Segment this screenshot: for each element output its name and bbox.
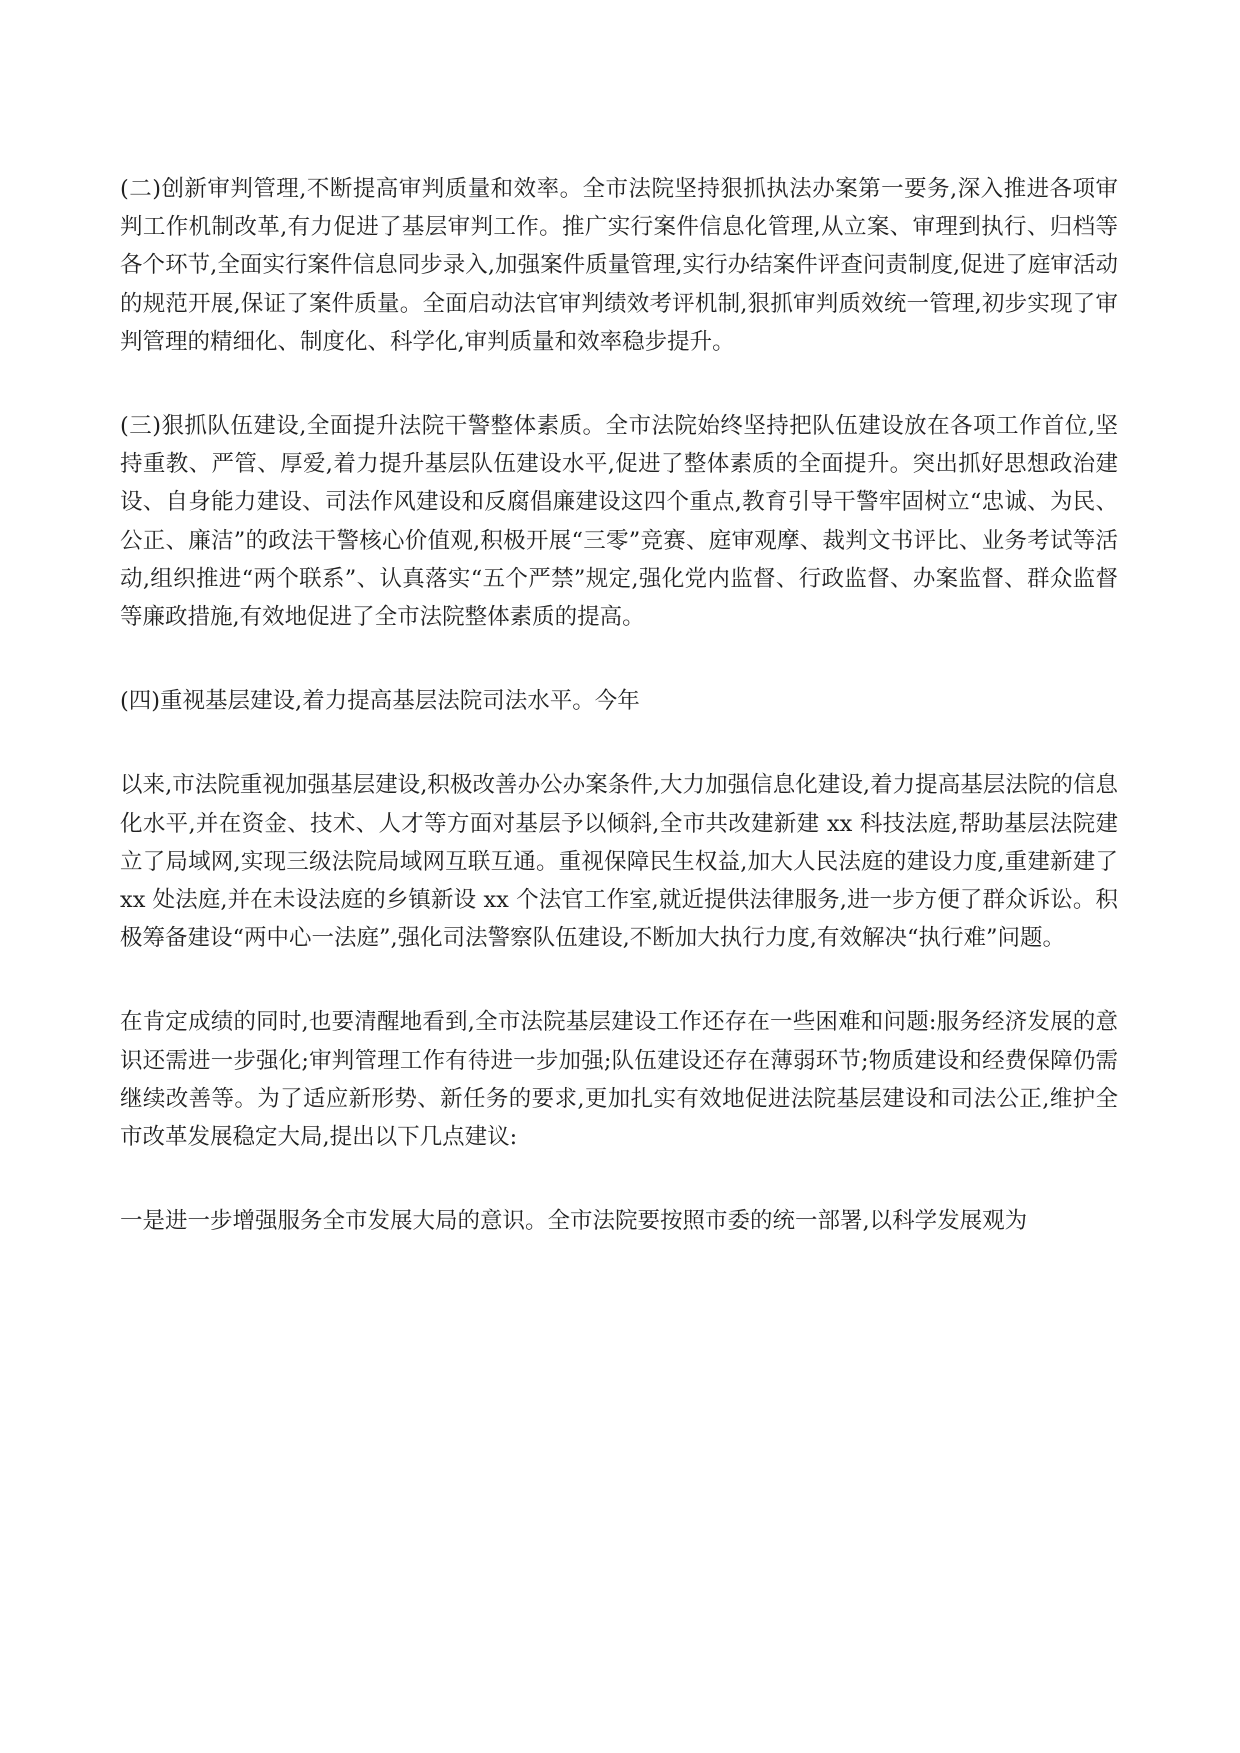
paragraph-judicial-management: (二)创新审判管理,不断提高审判质量和效率。全市法院坚持狠抓执法办案第一要务,深入推进各项审判工作机制改革,有力促进了基层审判工作。推广实行案件信息化管理,从立案、审理到执行、归档等各个环节,全面实行案件信息同步录入,加强案件质量管理,实行办结案件评查问责制度,促进了庭审活动的规范开展,保证了案件质量。全面启动法官审判绩效考评机制,狠抓审判质效统一管理,初步实现了审判管理的精细化、制度化、科学化,审判质量和效率稳步提升。 — [120, 176, 1118, 355]
paragraph-grassroots-detail: 以来,市法院重视加强基层建设,积极改善办公办案条件,大力加强信息化建设,着力提高基层法院的信息化水平,并在资金、技术、人才等方面对基层予以倾斜,全市共改建新建 xx 科技法庭,帮助基层法院建立了局域网,实现三级法院局域网互联互通。重视保障民生权益,加大人民法庭的建设力度,重建新建了 xx 处法庭,并在未设法庭的乡镇新设 xx 个法官工作室,就近提供法律服务,进一步方便了群众诉讼。积极筹备建设“两中心一法庭”,强化司法警察队伍建设,不断加大执行力度,有效解决“执行难”问题。 — [120, 772, 1118, 952]
paragraph-problems: 在肯定成绩的同时,也要清醒地看到,全市法院基层建设工作还存在一些困难和问题:服务经济发展的意识还需进一步强化;审判管理工作有待进一步加强;队伍建设还存在薄弱环节;物质建设和经费保障仍需继续改善等。为了适应新形势、新任务的要求,更加扎实有效地促进法院基层建设和司法公正,维护全市改革发展稳定大局,提出以下几点建议: — [120, 1009, 1118, 1151]
paragraph-suggestion-one: 一是进一步增强服务全市发展大局的意识。全市法院要按照市委的统一部署,以科学发展观为 — [120, 1208, 1028, 1235]
paragraph-team-building: (三)狠抓队伍建设,全面提升法院干警整体素质。全市法院始终坚持把队伍建设放在各项工作首位,坚持重教、严管、厚爱,着力提升基层队伍建设水平,促进了整体素质的全面提升。突出抓好思想政治建设、自身能力建设、司法作风建设和反腐倡廉建设这四个重点,教育引导干警牢固树立“忠诚、为民、公正、廉洁”的政法干警核心价值观,积极开展“三零”竞赛、庭审观摩、裁判文书评比、业务考试等活动,组织推进“两个联系”、认真落实“五个严禁”规定,强化党内监督、行政监督、办案监督、群众监督等廉政措施,有效地促进了全市法院整体素质的提高。 — [120, 413, 1118, 631]
document-body — [120, 170, 1118, 1240]
paragraph-grassroots-heading: (四)重视基层建设,着力提高基层法院司法水平。今年 — [120, 688, 640, 715]
